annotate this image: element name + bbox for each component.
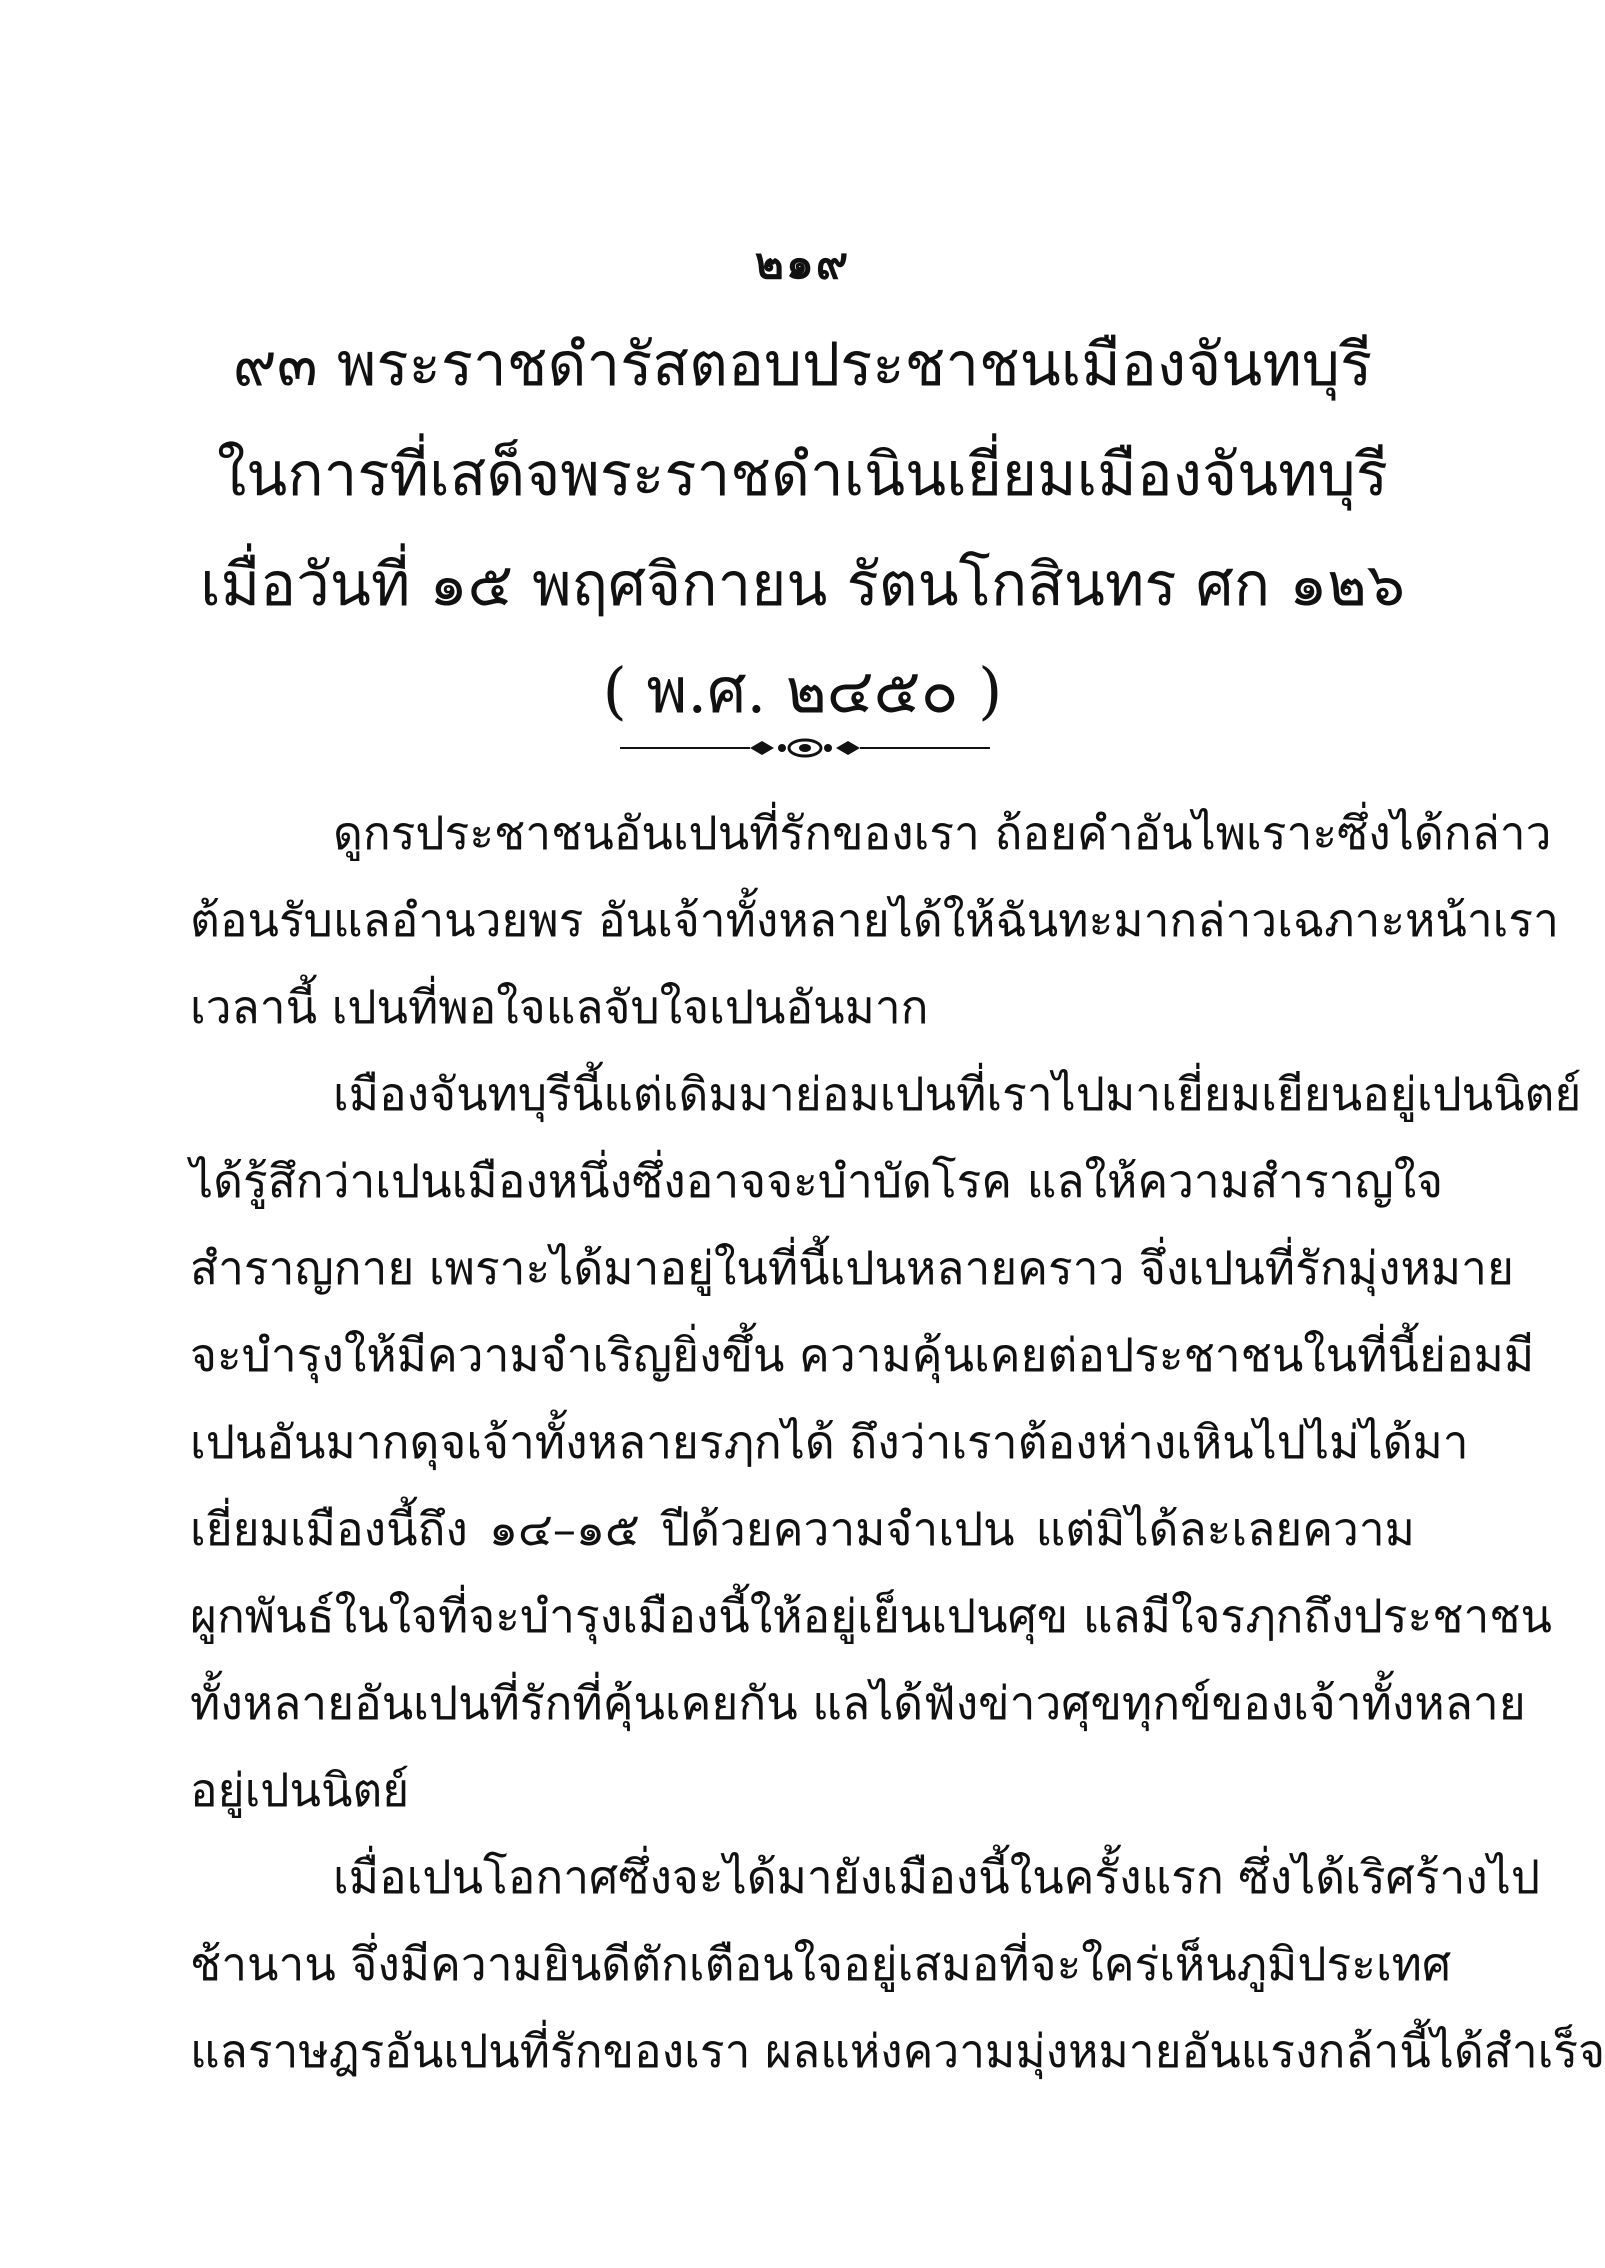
body-line: ทั้งหลายอันเปนที่รักที่คุ้นเคยกัน แลได้ฟังข่าวศุขทุกข์ของเจ้าทั้งหลาย [190, 1676, 1526, 1730]
body-text [190, 790, 1605, 2095]
body-line: แลราษฎรอันเปนที่รักของเรา ผลแห่งความมุ่งหมายอันแรงกล้านี้ได้สำเร็จ [190, 2024, 1605, 2078]
body-line: ช้านาน จึ่งมีความยินดีตักเตือนใจอยู่เสมอที่จะใคร่เห็นภูมิประเทศ [190, 1937, 1452, 1991]
body-line: เวลานี้ เปนที่พอใจแลจับใจเปนอันมาก [190, 980, 929, 1034]
title-line-1: ๙๓ พระราชดำรัสตอบประชาชนเมืองจันทบุรี [232, 330, 1373, 400]
ornament-divider-icon [620, 735, 990, 761]
body-line: จะบำรุงให้มีความจำเริญยิ่งขึ้น ความคุ้นเคยต่อประชาชนในที่นี้ย่อมมี [190, 1328, 1535, 1382]
body-line: เมื่อเปนโอกาศซึ่งจะได้มายังเมืองนี้ในครั้งแรก ซึ่งได้เริศร้างไป [333, 1850, 1541, 1904]
body-line: ต้อนรับแลอำนวยพร อันเจ้าทั้งหลายได้ให้ฉันทะมากล่าวเฉภาะหน้าเรา [190, 893, 1559, 947]
body-line: ดูกรประชาชนอันเปนที่รักของเรา ถ้อยคำอันไพเราะซึ่งได้กล่าว [333, 806, 1552, 860]
title-block [0, 310, 1605, 640]
body-line: เยี่ยมเมืองนี้ถึง ๑๔–๑๕ ปีด้วยความจำเปน แต่มิได้ละเลยความ [190, 1502, 1415, 1556]
body-line: อยู่เปนนิตย์ [190, 1763, 410, 1817]
title-line-2: ในการที่เสด็จพระราชดำเนินเยี่ยมเมืองจันทบุรี [217, 440, 1388, 510]
title-line-3: เมื่อวันที่ ๑๕ พฤศจิกายน รัตนโกสินทร ศก ๑๒๖ [200, 550, 1405, 620]
page-number: ๒๑๙ [754, 238, 851, 289]
body-line: สำราญกาย เพราะได้มาอยู่ในที่นี้เปนหลายคราว จึ่งเปนที่รักมุ่งหมาย [190, 1241, 1514, 1295]
body-line: เมืองจันทบุรีนี้แต่เดิมมาย่อมเปนที่เราไปมาเยี่ยมเยียนอยู่เปนนิตย์ [333, 1067, 1582, 1121]
body-line: ผูกพันธ์ในใจที่จะบำรุงเมืองนี้ให้อยู่เย็นเปนศุข แลมีใจรฦกถึงประชาชน [190, 1589, 1552, 1643]
title-year: ( พ.ศ. ๒๔๕๐ ) [602, 654, 1003, 727]
body-line: ได้รู้สึกว่าเปนเมืองหนึ่งซึ่งอาจจะบำบัดโรค แลให้ความสำราญใจ [190, 1154, 1444, 1208]
body-line: เปนอันมากดุจเจ้าทั้งหลายรฦกได้ ถึงว่าเราต้องห่างเหินไปไม่ได้มา [190, 1415, 1469, 1469]
